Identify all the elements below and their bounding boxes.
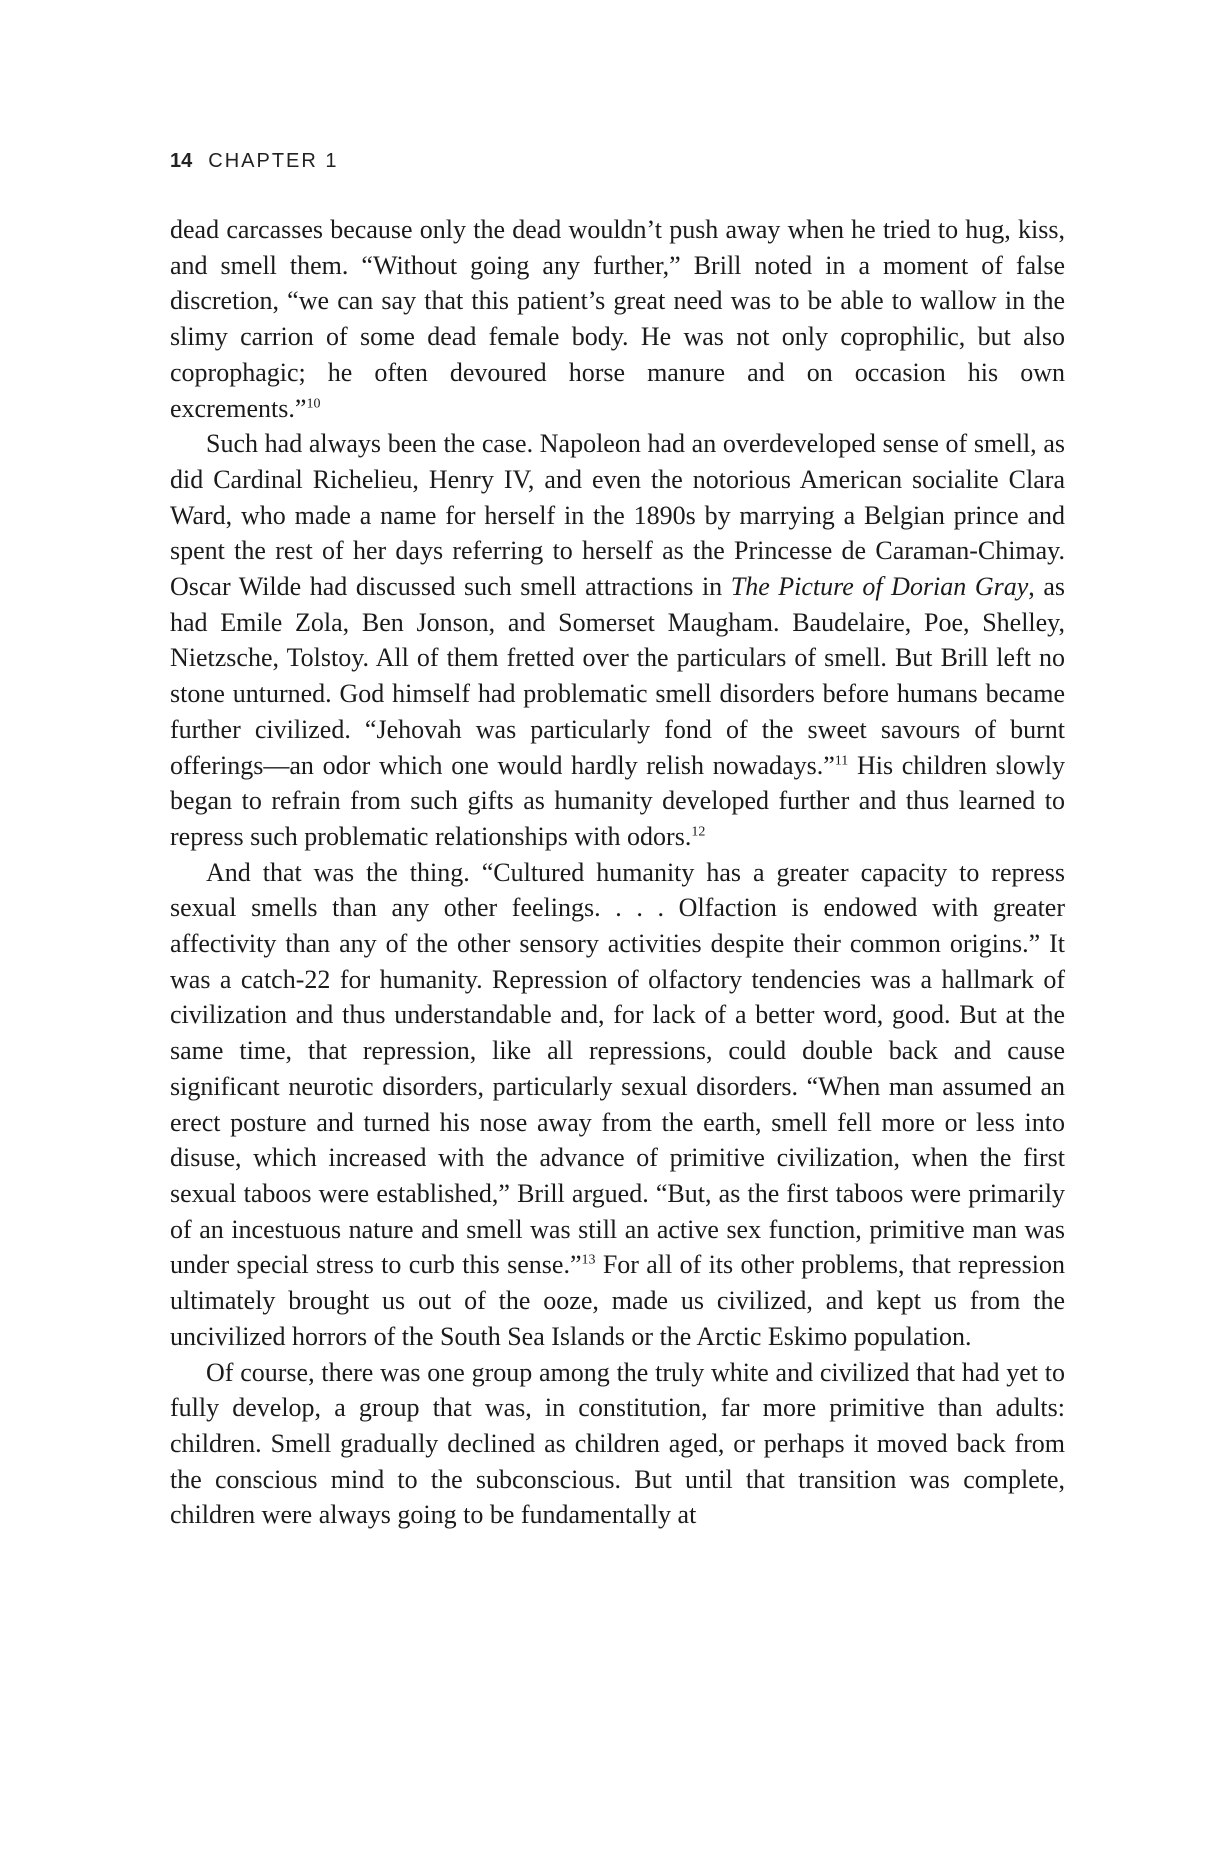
text-segment: Of course, there was one group among the truly white and civilized that had yet to fully develop, a group that was, in constitution, far more primitive than adults: children. Smell gradually declined as children aged, or perhaps it moved back from the conscious mind to the subconscious. But until that transition was complete, children were always going to be fundamentally at: [170, 1357, 1065, 1530]
text-segment: dead carcasses because only the dead wouldn’t push away when he tried to hug, kiss, and smell them. “Without going any further,” Brill noted in a moment of false discretion, “we can say that this patient’s great need was to be able to wallow in the slimy carrion of some dead female body. He was not only coprophilic, but also coprophagic; he often devoured horse manure and on occasion his own excrements.”: [170, 215, 1065, 423]
paragraph-2: [170, 426, 1065, 854]
text-segment: And that was the thing. “Cultured humanity has a greater capacity to repress sexual smells than any other feelings. . . . Olfaction is endowed with greater affectivity than any of the other sensory activities despite their common origins.” It was a catch-22 for humanity. Repression of olfactory tendencies was a hallmark of civilization and thus understandable and, for lack of a better word, good. But at the same time, that repression, like all repressions, could double back and cause significant neurotic disorders, particularly sexual disorders. “When man assumed an erect posture and turned his nose away from the earth, smell fell more or less into disuse, which increased with the advance of primitive civilization, when the first sexual taboos were established,” Brill argued. “But, as the first taboos were primarily of an incestuous nature and smell was still an active sex function, primitive man was under special stress to curb this sense.”: [170, 857, 1065, 1280]
chapter-label: CHAPTER 1: [208, 150, 339, 172]
body-text: [170, 212, 1065, 1533]
paragraph-3: [170, 855, 1065, 1355]
footnote-ref: 11: [834, 752, 849, 768]
running-head: [170, 150, 339, 173]
text-segment: For all of its other problems, that repression ultimately brought us out of the ooze, made us civilized, and kept us from the uncivilized horrors of the South Sea Islands or the Arctic Eskimo population.: [170, 1250, 1066, 1351]
text-segment: His children slowly began to refrain from such gifts as humanity developed further and thus learned to repress such problematic relationships with odors.: [170, 750, 1065, 851]
paragraph-1: [170, 212, 1065, 426]
text-segment: Such had always been the case. Napoleon had an overdeveloped sense of smell, as did Cardinal Richelieu, Henry IV, and even the notorious American socialite Clara Ward, who made a name for herself in the 1890s by marrying a Belgian prince and spent the rest of her days referring to herself as the Princesse de Caraman-Chimay. Oscar Wilde had discussed such smell attractions in: [170, 429, 1065, 602]
book-title: The Picture of Dorian Gray: [730, 572, 1029, 602]
paragraph-4: [170, 1355, 1065, 1534]
footnote-ref: 10: [306, 395, 321, 411]
text-segment: , as had Emile Zola, Ben Jonson, and Somerset Maugham. Baudelaire, Poe, Shelley, Nietzsche, Tolstoy. All of them fretted over the particulars of smell. But Brill left no stone unturned. God himself had problematic smell disorders before humans became further civilized. “Jehovah was particularly fond of the sweet savours of burnt offerings—an odor which one would hardly relish nowadays.”: [170, 572, 1065, 780]
footnote-ref: 13: [581, 1252, 596, 1268]
footnote-ref: 12: [691, 824, 706, 840]
page-number: 14: [170, 150, 193, 172]
